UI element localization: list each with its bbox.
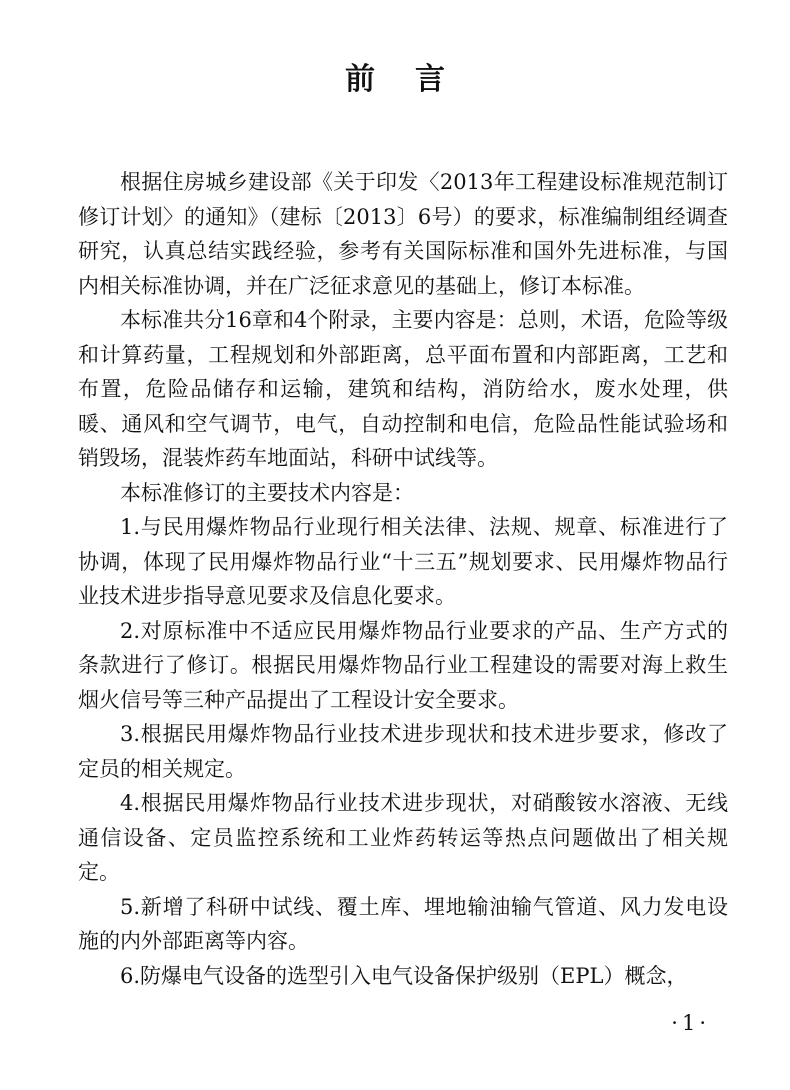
paragraph-item-3: 3.根据民用爆炸物品行业技术进步现状和技术进步要求，修改了定员的相关规定。 [78,722,728,781]
paragraph-item-4: 4.根据民用爆炸物品行业技术进步现状，对硝酸铵水溶液、无线通信设备、定员监控系统和工业炸药转运等热点问题做出了相关规定。 [78,791,728,884]
paragraph-item-5: 5.新增了科研中试线、覆土库、埋地输油输气管道、风力发电设施的内外部距离等内容。 [78,894,728,953]
page-title: 前言 [345,62,485,97]
paragraph-revision-heading: 本标准修订的主要技术内容是： [120,480,414,505]
paragraph-intro: 根据住房城乡建设部《关于印发〈2013年工程建设标准规范制订修订计划〉的通知》（建标〔2013〕6号）的要求，标准编制组经调查研究，认真总结实践经验，参考有关国际标准和国外先进标准，与国内相关标准协调，并在广泛征求意见的基础上，修订本标准。 [78,170,728,298]
paragraph-item-6: 6.防爆电气设备的选型引入电气设备保护级别（EPL）概念， [120,963,688,988]
paragraph-item-2: 2.对原标准中不适应民用爆炸物品行业要求的产品、生产方式的条款进行了修订。根据民用爆炸物品行业工程建设的需要对海上救生烟火信号等三种产品提出了工程设计安全要求。 [78,618,728,712]
body-text [78,165,728,993]
page-number: ·1· [671,1011,710,1035]
paragraph-item-1: 1.与民用爆炸物品行业现行相关法律、法规、规章、标准进行了协调，体现了民用爆炸物品行业“十三五”规划要求、民用爆炸物品行业技术进步指导意见要求及信息化要求。 [78,515,728,608]
paragraph-contents: 本标准共分16章和4个附录，主要内容是：总则，术语，危险等级和计算药量，工程规划和外部距离，总平面布置和内部距离，工艺和布置，危险品储存和运输，建筑和结构，消防给水，废水处理，供暖、通风和空气调节，电气，自动控制和电信，危险品性能试验场和销毁场，混装炸药车地面站，科研中试线等。 [78,308,728,470]
